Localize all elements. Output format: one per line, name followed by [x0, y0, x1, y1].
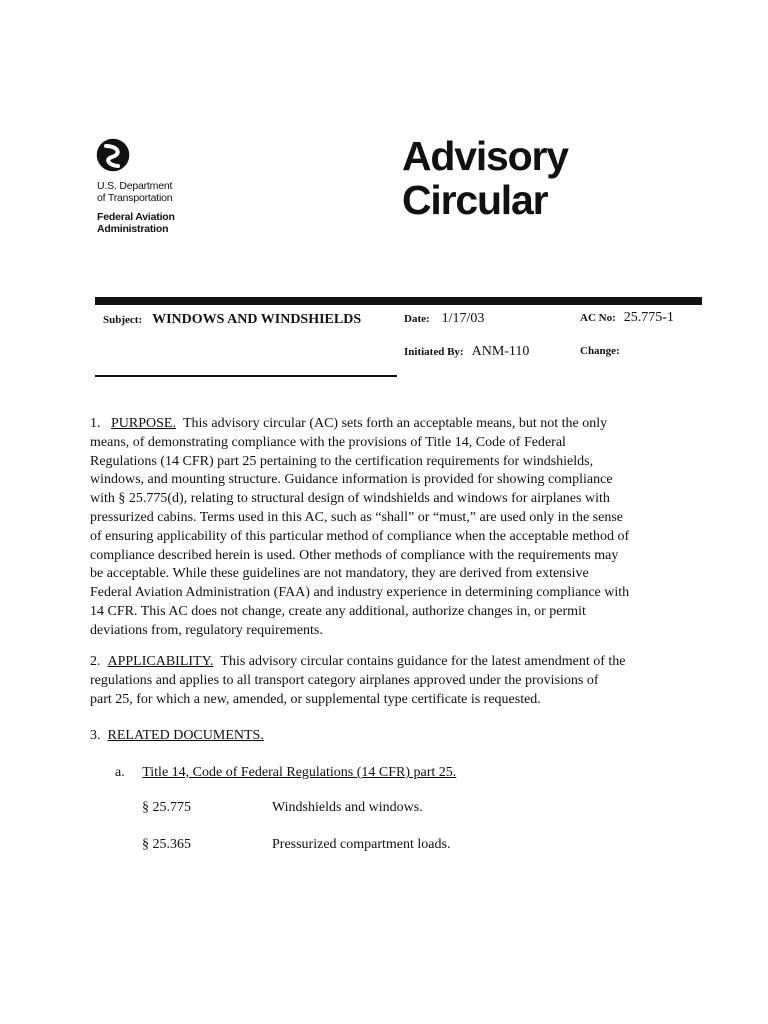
date-value: 1/17/03 [441, 311, 485, 326]
date-label: Date: [404, 313, 430, 325]
purpose-heading: PURPOSE. [111, 416, 176, 431]
purpose-first-line [90, 415, 700, 434]
dot-emblem-icon [96, 138, 130, 172]
reference-row [142, 836, 450, 855]
agency-faa-line1: Federal Aviation [97, 211, 175, 223]
ac-number-value: 25.775-1 [623, 310, 674, 325]
purpose-line: of ensuring applicability of this particular method of compliance when the acceptable method of [90, 528, 630, 544]
applicability-line: regulations and applies to all transport category airplanes approved under the provisions of [90, 672, 599, 688]
purpose-line: means, of demonstrating compliance with the provisions of Title 14, Code of Federal [90, 434, 566, 450]
purpose-line: Regulations (14 CFR) part 25 pertaining to the certification requirements for windshields, [90, 453, 594, 469]
subject-rule [95, 375, 397, 377]
subsection-letter: a. [115, 765, 125, 780]
purpose-line: This advisory circular (AC) sets forth an acceptable means, but not the only [182, 416, 608, 431]
subject-value: WINDOWS AND WINDSHIELDS [152, 312, 362, 327]
purpose-line: be acceptable. While these guidelines are not mandatory, they are derived from extensive [90, 566, 589, 582]
reference-title: Pressurized compartment loads. [272, 837, 451, 852]
section-purpose [90, 415, 700, 641]
purpose-line: 14 CFR. This AC does not change, create any additional, authorize changes in, or permit [90, 603, 586, 619]
purpose-line: Federal Aviation Administration (FAA) and industry experience in determining compliance with [90, 585, 630, 601]
purpose-line: with § 25.775(d), relating to structural design of windshields and windows for airplanes with [90, 491, 610, 507]
purpose-line: compliance described herein is used. Other methods of compliance with the requirements may [90, 547, 619, 563]
doc-title-line1: Advisory [402, 133, 568, 179]
reference-title: Windshields and windows. [272, 800, 423, 815]
ac-number-row [580, 308, 674, 326]
agency-name-line2: of Transportation [97, 192, 173, 204]
related-heading: RELATED DOCUMENTS. [107, 728, 264, 743]
purpose-number: 1. [90, 416, 101, 431]
agency-name-line1: U.S. Department [97, 180, 173, 192]
applicability-number: 2. [90, 654, 101, 669]
related-number: 3. [90, 728, 101, 743]
subsection-title: Title 14, Code of Federal Regulations (14 CFR) part 25. [142, 765, 457, 780]
purpose-line: pressurized cabins. Terms used in this AC, such as “shall” or “must,” are used only in the sense [90, 509, 623, 525]
subject-row [103, 310, 361, 328]
change-label: Change: [580, 345, 620, 357]
reference-row [142, 799, 423, 818]
subject-label: Subject: [103, 314, 143, 326]
purpose-line: deviations from, regulatory requirements. [90, 622, 323, 638]
ac-number-label: AC No: [580, 312, 616, 324]
applicability-line: This advisory circular contains guidance for the latest amendment of the [220, 654, 626, 669]
date-row [404, 309, 484, 327]
doc-title-line2: Circular [402, 177, 548, 223]
agency-faa-line2: Administration [97, 223, 169, 235]
initiated-row [404, 342, 529, 360]
applicability-line: part 25, for which a new, amended, or supplemental type certificate is requested. [90, 691, 541, 707]
initiated-value: ANM-110 [471, 344, 530, 359]
reference-section: § 25.775 [142, 800, 191, 815]
reference-section: § 25.365 [142, 837, 191, 852]
applicability-heading: APPLICABILITY. [107, 654, 214, 669]
initiated-label: Initiated By: [404, 346, 464, 358]
section-applicability [90, 653, 700, 709]
header-rule [95, 297, 702, 305]
purpose-line: windows, and mounting structure. Guidance information is provided for showing compliance [90, 472, 613, 488]
section-related-heading [90, 727, 264, 746]
related-subsection-a [115, 764, 456, 783]
applicability-first-line [90, 653, 700, 672]
change-row [580, 341, 620, 359]
